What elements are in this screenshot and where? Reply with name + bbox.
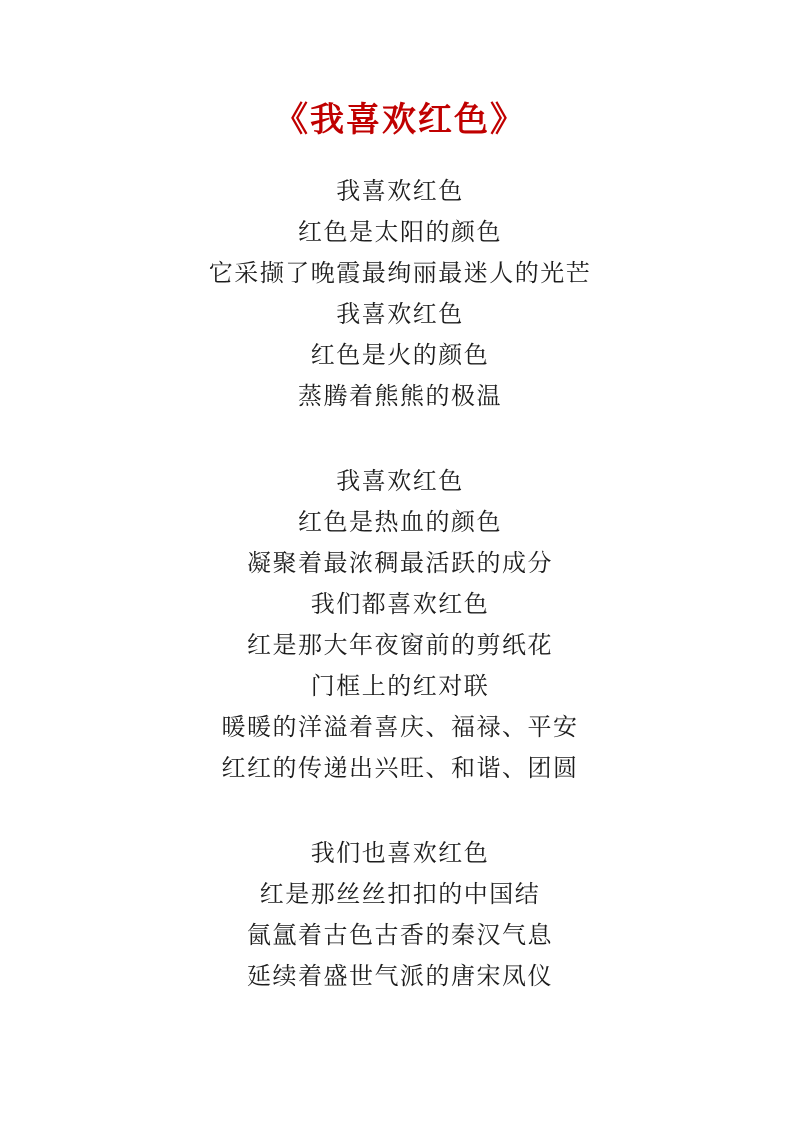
poem-line: 我喜欢红色 xyxy=(336,302,464,328)
poem-line: 我们也喜欢红色 xyxy=(310,841,490,867)
poem-line: 红色是热血的颜色 xyxy=(298,510,502,536)
poem-line: 我们都喜欢红色 xyxy=(310,592,490,618)
poem-line: 红红的传递出兴旺、和谐、团圆 xyxy=(221,756,579,782)
stanza-3 xyxy=(0,834,800,998)
poem-line: 氤氲着古色古香的秦汉气息 xyxy=(247,923,553,949)
poem-title: 《我喜欢红色》 xyxy=(274,102,526,139)
poem-line: 我喜欢红色 xyxy=(336,469,464,495)
poem-line: 红是那大年夜窗前的剪纸花 xyxy=(247,633,553,659)
poem-line: 蒸腾着熊熊的极温 xyxy=(298,384,502,410)
poem-line: 我喜欢红色 xyxy=(336,179,464,205)
poem-line: 红色是太阳的颜色 xyxy=(298,220,502,246)
stanza-1 xyxy=(0,172,800,418)
poem-line: 红色是火的颜色 xyxy=(310,343,490,369)
poem-line: 它采撷了晚霞最绚丽最迷人的光芒 xyxy=(208,261,592,287)
poem-line: 凝聚着最浓稠最活跃的成分 xyxy=(247,551,553,577)
stanza-2 xyxy=(0,462,800,790)
poem-line: 暖暖的洋溢着喜庆、福禄、平安 xyxy=(221,715,579,741)
poem-line: 门框上的红对联 xyxy=(310,674,490,700)
poem-line: 延续着盛世气派的唐宋凤仪 xyxy=(247,964,553,990)
poem-line: 红是那丝丝扣扣的中国结 xyxy=(259,882,541,908)
